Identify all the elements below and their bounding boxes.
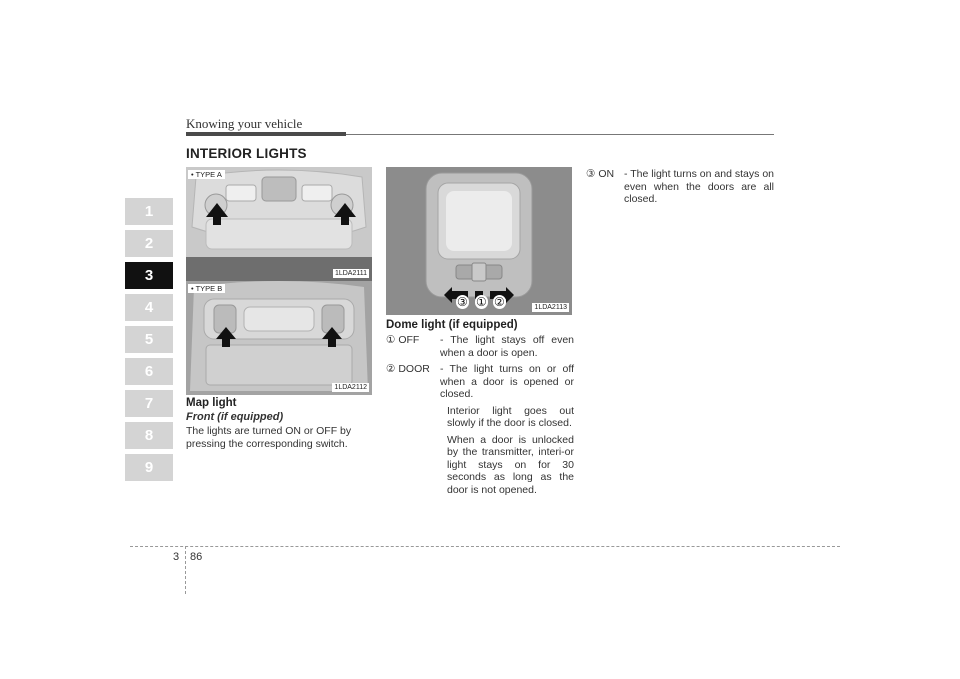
map-light-type-a-illustration [186, 167, 372, 281]
chapter-tab-8[interactable]: 8 [125, 422, 173, 449]
dome-door-text: - The light turns on or off when a door is opened or closed. [440, 363, 574, 400]
dome-door-entry [386, 363, 574, 496]
header-bar [186, 132, 346, 136]
dome-door-key: ② DOOR [386, 363, 430, 375]
chapter-tab-5[interactable]: 5 [125, 326, 173, 353]
chapter-tab-2[interactable]: 2 [125, 230, 173, 257]
map-light-text: The lights are turned ON or OFF by pressing the corresponding switch. [186, 425, 352, 450]
dome-marker-off: ① [476, 295, 487, 309]
dome-off-key: ① OFF [386, 334, 420, 346]
dome-door-paragraph-3: When a door is unlocked by the transmitter, interi-or light stays on for 30 seconds as long as the door is not opened. [447, 433, 574, 496]
footer-chapter-number: 3 [173, 551, 180, 563]
running-head: Knowing your vehicle [186, 116, 303, 131]
dome-marker-on: ③ [457, 295, 468, 309]
type-b-label: • TYPE B [188, 284, 225, 293]
type-a-label: • TYPE A [188, 170, 225, 179]
chapter-tab-6[interactable]: 6 [125, 358, 173, 385]
figure-code-dome: 1LDA2113 [534, 304, 567, 311]
dome-on-entry [586, 168, 774, 206]
dome-light-heading: Dome light (if equipped) [386, 319, 518, 331]
chapter-tab-3[interactable]: 3 [125, 262, 173, 289]
footer-divider [185, 546, 186, 594]
dome-on-text: - The light turns on and stays on even when the doors are all closed. [624, 168, 774, 205]
map-light-heading: Map light [186, 397, 237, 409]
header-rule [346, 134, 774, 135]
footer-rule [130, 546, 840, 547]
map-light-type-b-photo [186, 281, 372, 395]
dome-off-entry [386, 334, 574, 359]
dome-light-photo [386, 167, 572, 315]
figure-code-type-a: 1LDA2111 [334, 270, 367, 277]
map-light-type-a-photo [186, 167, 372, 281]
dome-light-illustration [386, 167, 572, 315]
dome-marker-door: ② [494, 295, 505, 309]
dome-off-text: - The light stays off even when a door is open. [440, 334, 574, 359]
dome-door-paragraph-2: Interior light goes out slowly if the door is closed. [447, 404, 574, 429]
chapter-tab-4[interactable]: 4 [125, 294, 173, 321]
map-light-subheading: Front (if equipped) [186, 411, 284, 423]
figure-code-type-b: 1LDA2112 [334, 384, 367, 391]
footer-page-number: 86 [190, 551, 203, 563]
map-light-type-b-illustration [186, 281, 372, 395]
chapter-tab-1[interactable]: 1 [125, 198, 173, 225]
dome-light-section [386, 319, 574, 496]
map-light-section [186, 397, 372, 450]
chapter-tab-9[interactable]: 9 [125, 454, 173, 481]
section-title: INTERIOR LIGHTS [186, 146, 307, 161]
chapter-tab-7[interactable]: 7 [125, 390, 173, 417]
dome-on-key: ③ ON [586, 168, 615, 180]
